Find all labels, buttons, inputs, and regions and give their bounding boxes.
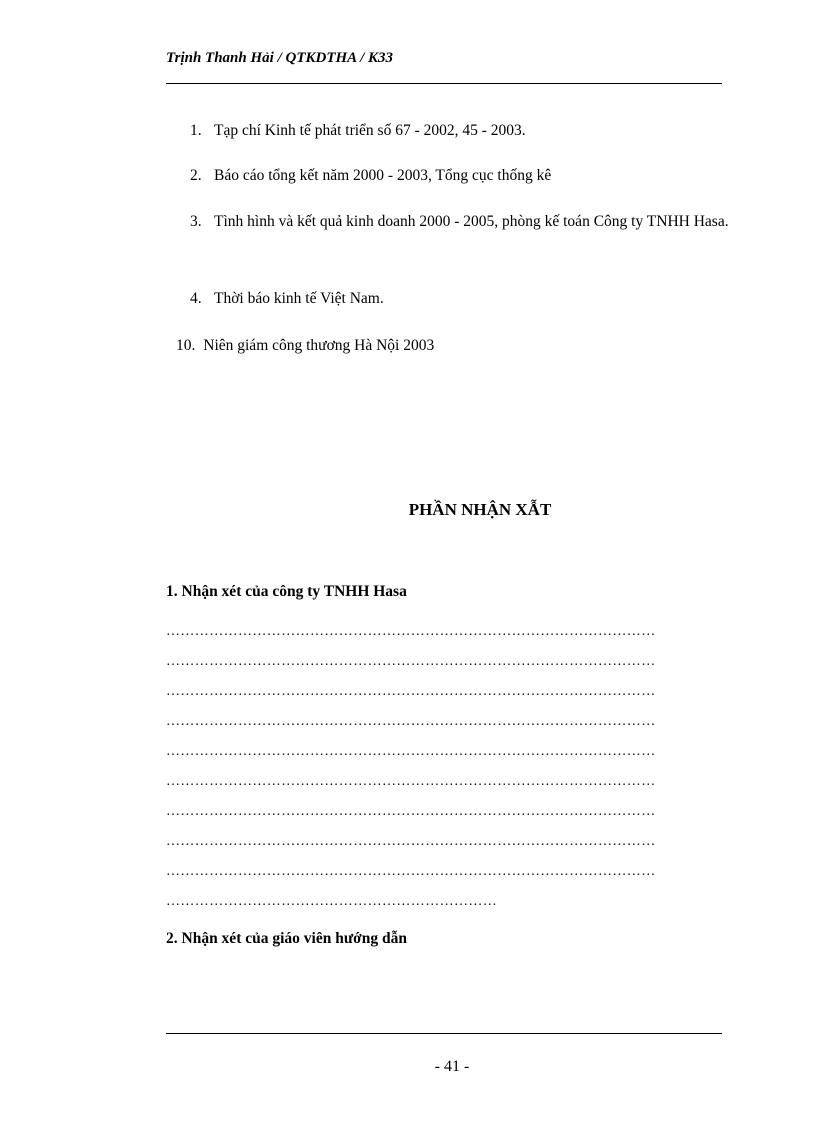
- dotted-line: …………………………………………………………………………………………: [166, 684, 656, 699]
- reference-number: 1.: [190, 122, 202, 139]
- reference-number: 2.: [190, 167, 202, 184]
- reference-item-10: [176, 331, 434, 361]
- dotted-line: …………………………………………………………………………………………: [166, 804, 656, 819]
- reference-number: 3.: [190, 213, 202, 230]
- dotted-line: …………………………………………………………………………………………: [166, 774, 656, 789]
- reference-text: Tình hình và kết quả kinh doanh 2000 - 2005, phòng kế toán Công ty TNHH Hasa.: [214, 213, 729, 230]
- footer-rule: [166, 1033, 722, 1034]
- dotted-line: …………………………………………………………………………………………: [166, 654, 656, 669]
- subsection-heading-1: 1. Nhận xét của công ty TNHH Hasa: [166, 583, 407, 600]
- dotted-line: …………………………………………………………………………………………: [166, 864, 656, 879]
- reference-item-1: [190, 116, 739, 146]
- reference-text: Báo cáo tổng kết năm 2000 - 2003, Tổng cục thống kê: [214, 167, 552, 184]
- section-title: PHẦN NHẬN XẪT: [408, 500, 552, 519]
- dotted-line: …………………………………………………………………………………………: [166, 714, 656, 729]
- reference-number: 4.: [190, 290, 202, 307]
- subsection-heading-2: 2. Nhận xét của giáo viên hướng dẫn: [166, 930, 407, 947]
- reference-text: Niên giám công thương Hà Nội 2003: [203, 337, 435, 354]
- dotted-line: …………………………………………………………………………………………: [166, 744, 656, 759]
- reference-number: 10.: [176, 337, 196, 354]
- reference-item-2: [190, 161, 739, 191]
- dotted-line: …………………………………………………………………………………………: [166, 834, 656, 849]
- running-header: Trịnh Thanh Hải / QTKDTHA / K33: [166, 50, 393, 66]
- page-number: - 41 -: [434, 1058, 470, 1075]
- reference-item-3: [190, 207, 739, 237]
- reference-text: Tạp chí Kinh tế phát triển số 67 - 2002, 45 - 2003.: [214, 122, 526, 139]
- reference-text: Thời báo kinh tế Việt Nam.: [214, 290, 384, 307]
- header-rule: [166, 83, 722, 84]
- dotted-line: …………………………………………………………………………………………: [166, 624, 656, 639]
- reference-item-4: [190, 284, 739, 314]
- dotted-line: ……………………………………………………………: [166, 894, 498, 909]
